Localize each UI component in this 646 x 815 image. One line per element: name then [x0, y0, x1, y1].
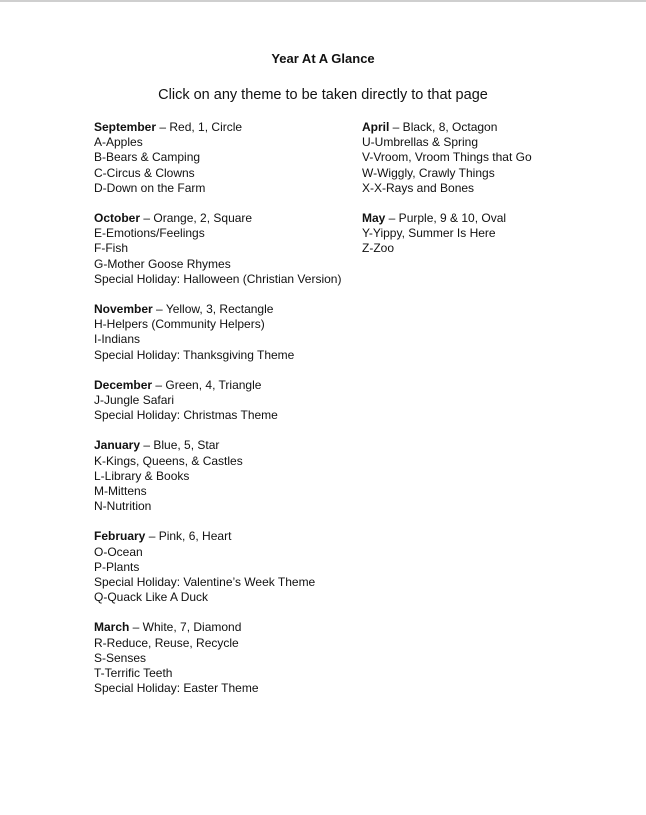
month-details: – Green, 4, Triangle	[152, 377, 262, 392]
theme-link[interactable]: Y-Yippy, Summer Is Here	[362, 226, 496, 241]
theme-link[interactable]: S-Senses	[94, 650, 147, 665]
month-block-february	[94, 529, 356, 605]
theme-link[interactable]: Q-Quack Like A Duck	[94, 590, 209, 605]
month-details: – Orange, 2, Square	[140, 211, 253, 226]
theme-link[interactable]: T-Terrific Teeth	[94, 666, 173, 681]
month-block-march	[94, 620, 356, 696]
month-header-september[interactable]	[94, 120, 356, 135]
month-details: – Black, 8, Octagon	[389, 120, 498, 134]
theme-link[interactable]: G-Mother Goose Rhymes	[94, 256, 231, 271]
month-details: – White, 7, Diamond	[129, 620, 242, 635]
theme-link[interactable]: P-Plants	[94, 559, 140, 574]
theme-link[interactable]: C-Circus & Clowns	[94, 165, 195, 180]
month-block-september	[94, 120, 356, 196]
month-name: September	[94, 120, 157, 134]
theme-link[interactable]: L-Library & Books	[94, 468, 190, 483]
month-header-october[interactable]	[94, 211, 356, 226]
theme-link[interactable]: Z-Zoo	[362, 241, 395, 256]
month-details: – Pink, 6, Heart	[145, 529, 232, 544]
page-subtitle: Click on any theme to be taken directly to that page	[158, 87, 488, 103]
month-block-january	[94, 438, 356, 514]
month-name: May	[362, 211, 386, 226]
theme-link[interactable]: O-Ocean	[94, 544, 143, 559]
month-name: April	[362, 120, 390, 134]
theme-link[interactable]: Special Holiday: Halloween (Christian Version)	[94, 271, 342, 286]
month-header-november[interactable]	[94, 302, 356, 317]
left-column	[94, 120, 356, 712]
theme-link[interactable]: X-X-Rays and Bones	[362, 180, 475, 195]
month-details: – Purple, 9 & 10, Oval	[385, 211, 507, 226]
month-header-february[interactable]	[94, 529, 356, 544]
theme-link[interactable]: B-Bears & Camping	[94, 150, 201, 165]
month-header-may[interactable]	[362, 211, 612, 226]
theme-link[interactable]: Special Holiday: Thanksgiving Theme	[94, 347, 295, 362]
page-title: Year At A Glance	[271, 51, 375, 66]
theme-link[interactable]: W-Wiggly, Crawly Things	[362, 165, 495, 180]
theme-link[interactable]: Special Holiday: Easter Theme	[94, 681, 259, 696]
month-block-may	[362, 211, 612, 257]
theme-link[interactable]: I-Indians	[94, 332, 141, 347]
theme-link[interactable]: M-Mittens	[94, 484, 147, 499]
page-top-border	[0, 0, 646, 2]
theme-link[interactable]: U-Umbrellas & Spring	[362, 135, 479, 150]
month-block-april	[362, 120, 612, 196]
theme-link[interactable]: Special Holiday: Valentine’s Week Theme	[94, 575, 316, 590]
month-name: December	[94, 377, 153, 392]
theme-link[interactable]: F-Fish	[94, 241, 128, 256]
theme-link[interactable]: V-Vroom, Vroom Things that Go	[362, 150, 532, 165]
theme-link[interactable]: D-Down on the Farm	[94, 180, 206, 195]
month-block-november	[94, 302, 356, 363]
right-column	[362, 120, 612, 272]
month-block-december	[94, 378, 356, 424]
month-header-december[interactable]	[94, 378, 356, 393]
theme-link[interactable]: Special Holiday: Christmas Theme	[94, 408, 278, 423]
month-name: March	[94, 620, 130, 635]
theme-link[interactable]: J-Jungle Safari	[94, 393, 175, 408]
month-name: January	[94, 438, 141, 453]
month-block-october	[94, 211, 356, 287]
month-name: October	[94, 211, 141, 226]
month-name: February	[94, 529, 146, 544]
month-header-january[interactable]	[94, 438, 356, 453]
theme-link[interactable]: K-Kings, Queens, & Castles	[94, 453, 243, 468]
month-name: November	[94, 302, 153, 317]
theme-link[interactable]: A-Apples	[94, 135, 143, 150]
month-details: – Blue, 5, Star	[140, 438, 220, 453]
theme-link[interactable]: N-Nutrition	[94, 499, 152, 514]
theme-link[interactable]: E-Emotions/Feelings	[94, 226, 205, 241]
month-details: – Red, 1, Circle	[156, 120, 243, 134]
month-header-march[interactable]	[94, 620, 356, 635]
theme-link[interactable]: R-Reduce, Reuse, Recycle	[94, 635, 239, 650]
month-details: – Yellow, 3, Rectangle	[152, 302, 274, 317]
theme-link[interactable]: H-Helpers (Community Helpers)	[94, 317, 265, 332]
month-header-april[interactable]	[362, 120, 612, 135]
